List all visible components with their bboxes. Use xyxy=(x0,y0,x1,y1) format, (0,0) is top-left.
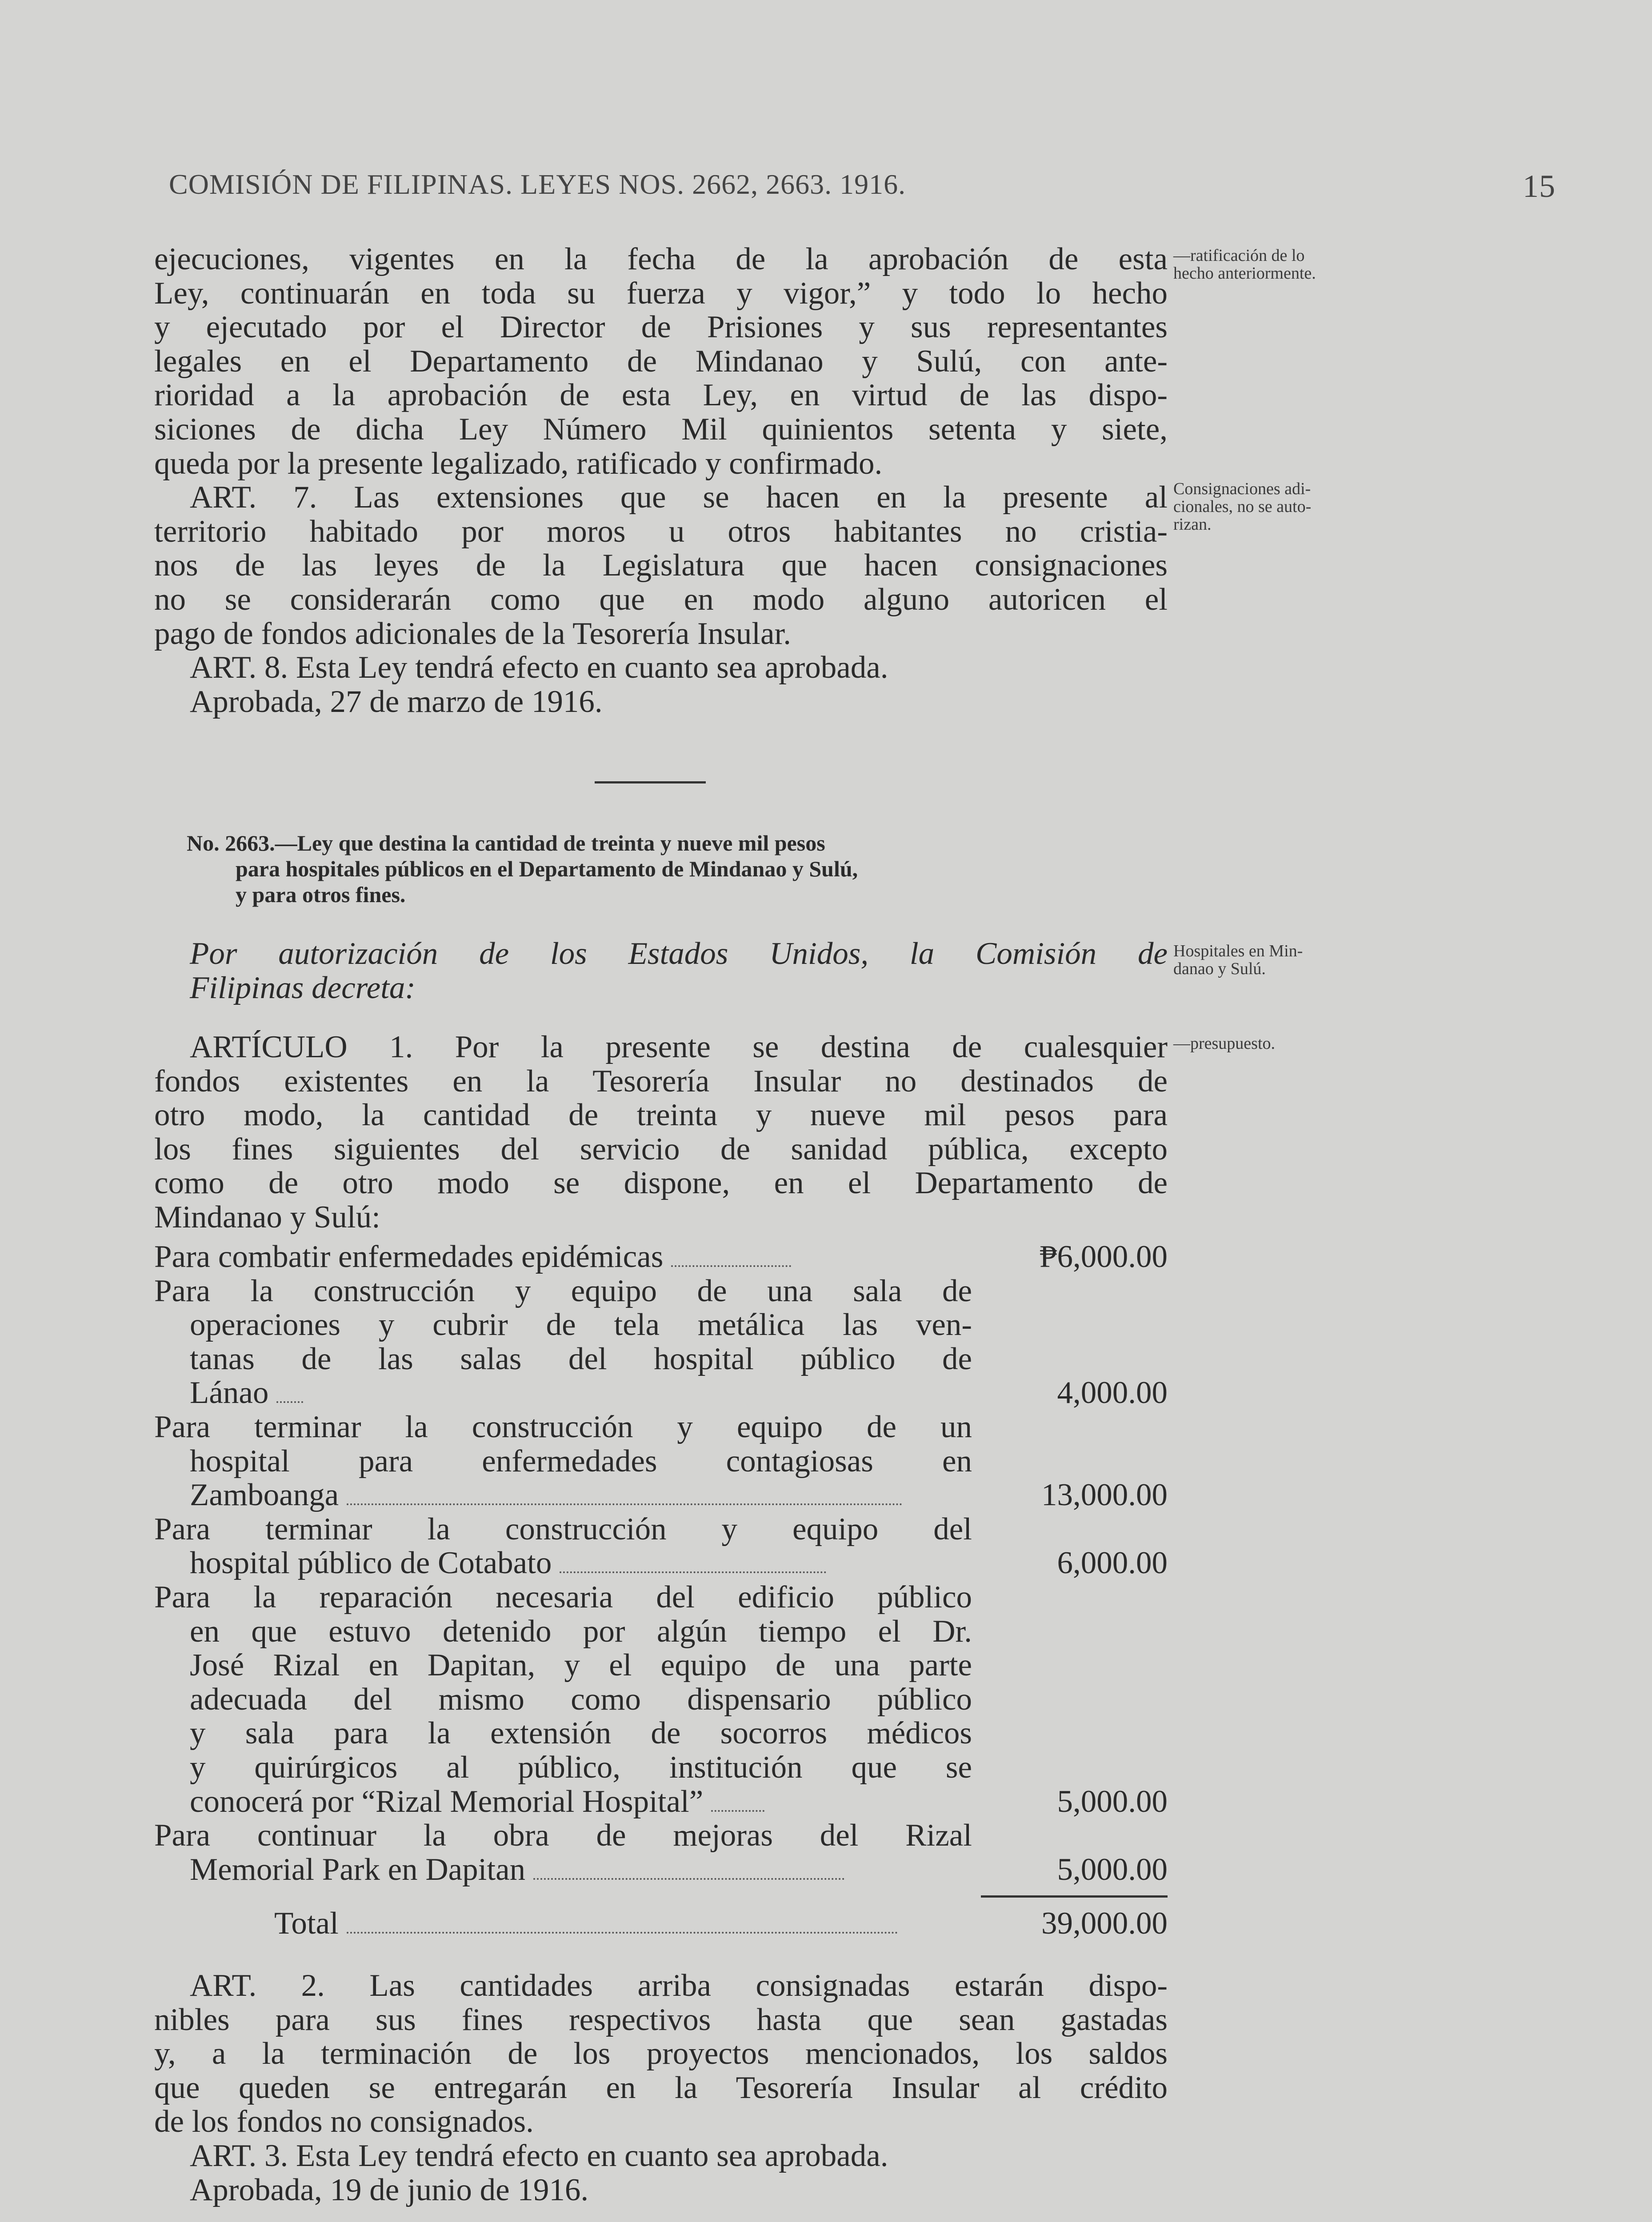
body-line: los fines siguientes del servicio de sanidad pública, excepto xyxy=(154,1131,1168,1167)
title-line: y para otros fines. xyxy=(236,882,406,907)
article-label: ART. 3. xyxy=(190,2138,288,2173)
appropriations-list xyxy=(154,1240,1168,1941)
appropriation-item xyxy=(154,1274,1168,1410)
item-line: adecuada del mismo como dispensario público xyxy=(190,1682,972,1717)
article-8-line xyxy=(154,651,1168,685)
ley-2662-text xyxy=(154,242,1168,719)
article-text: Esta Ley tendrá efecto en cuanto sea aprobada. xyxy=(296,650,888,685)
body-line: rioridad a la aprobación de esta Ley, en virtud de las dispo- xyxy=(154,378,1168,413)
item-amount: 13,000.00 xyxy=(1041,1478,1168,1513)
approval-date: Aprobada, 27 de marzo de 1916. xyxy=(190,684,603,719)
sidenote-line: —ratificación de lo xyxy=(1173,246,1305,265)
body-line: ejecuciones, vigentes en la fecha de la aprobación de esta xyxy=(154,242,1168,276)
appropriation-item xyxy=(154,1818,1168,1886)
appropriation-item xyxy=(154,1240,1168,1274)
body-line: Ley, continuarán en toda su fuerza y vigor,” y todo lo hecho xyxy=(154,276,1168,311)
body-line: nos de las leyes de la Legislatura que hacen consignaciones xyxy=(154,548,1168,583)
article-3-line xyxy=(154,2139,1168,2173)
enacting-line: Por autorización de los Estados Unidos, la Comisión de xyxy=(190,936,1168,971)
leader-dots xyxy=(560,1570,826,1573)
item-amount: 4,000.00 xyxy=(1057,1375,1168,1411)
article-text: Esta Ley tendrá efecto en cuanto sea aprobada. xyxy=(296,2138,888,2173)
body-line: Mindanao y Sulú: xyxy=(154,1199,380,1235)
page-number: 15 xyxy=(1523,168,1556,204)
article-text: Las cantidades arriba consignadas estarán dispo- xyxy=(369,1968,1168,2003)
item-line: y quirúrgicos al público, institución que se xyxy=(190,1750,972,1785)
sidenote-line: rizan. xyxy=(1173,515,1212,534)
ley-2663-title xyxy=(187,830,1164,907)
item-line: Para continuar la obra de mejoras del Rizal xyxy=(154,1818,972,1853)
body-line: como de otro modo se dispone, en el Departamento de xyxy=(154,1166,1168,1201)
item-text: Zamboanga xyxy=(190,1478,339,1513)
approval-date: Aprobada, 19 de junio de 1916. xyxy=(190,2172,589,2207)
item-line: hospital para enfermedades contagiosas en xyxy=(190,1443,972,1479)
article-7-line xyxy=(154,480,1168,515)
sidenote-ratificacion xyxy=(1173,247,1422,282)
item-amount: 5,000.00 xyxy=(1057,1784,1168,1819)
leader-dots xyxy=(671,1263,791,1267)
article-label: ARTÍCULO 1. xyxy=(190,1030,413,1064)
item-line xyxy=(154,1785,1168,1819)
leader-dots xyxy=(347,1502,902,1505)
item-line: Para terminar la construcción y equipo de un xyxy=(154,1409,972,1444)
item-line xyxy=(154,1240,1168,1274)
item-line xyxy=(154,1546,1168,1580)
total-rule-row xyxy=(154,1886,1168,1906)
item-line: tanas de las salas del hospital público de xyxy=(190,1341,972,1376)
article-text: Las extensiones que se hacen en la presente al xyxy=(354,480,1168,515)
sidenote-hospitales xyxy=(1173,942,1422,978)
leader-dots xyxy=(533,1876,844,1880)
sidenote-presupuesto xyxy=(1173,1035,1422,1052)
total-label: Total xyxy=(274,1906,339,1941)
item-line xyxy=(154,1376,1168,1410)
appropriation-item xyxy=(154,1410,1168,1512)
article-label: ART. 7. xyxy=(190,480,317,515)
sidenote-line: —presupuesto. xyxy=(1173,1034,1276,1053)
title-line: para hospitales públicos en el Departamento de Mindanao y Sulú, xyxy=(236,856,858,881)
leader-dots xyxy=(711,1808,764,1812)
body-line: legales en el Departamento de Mindanao y Sulú, con ante- xyxy=(154,344,1168,379)
enacting-clause xyxy=(154,937,1168,1005)
item-text: Lánao xyxy=(190,1375,269,1411)
body-line: nibles para sus fines respectivos hasta que sean gastadas xyxy=(154,2002,1168,2037)
body-line: y ejecutado por el Director de Prisiones y sus representantes xyxy=(154,310,1168,345)
running-header xyxy=(169,168,1556,204)
article-text: Por la presente se destina de cualesquier xyxy=(455,1030,1168,1064)
article-2-line xyxy=(154,1969,1168,2003)
article-1-line xyxy=(154,1030,1168,1064)
item-line xyxy=(154,1478,1168,1512)
body-line: pago de fondos adicionales de la Tesorería Insular. xyxy=(154,616,791,651)
article-label: ART. 2. xyxy=(190,1968,325,2003)
body-line: otro modo, la cantidad de treinta y nueve mil pesos para xyxy=(154,1098,1168,1133)
item-amount: 5,000.00 xyxy=(1057,1852,1168,1887)
sidenote-line: Consignaciones adi- xyxy=(1173,480,1311,498)
body-line: que queden se entregarán en la Tesorería Insular al crédito xyxy=(154,2070,1168,2105)
item-line: y sala para la extensión de socorros médicos xyxy=(190,1716,972,1751)
item-amount: 6,000.00 xyxy=(1057,1546,1168,1581)
body-line: siciones de dicha Ley Número Mil quinientos setenta y siete, xyxy=(154,412,1168,447)
total-rule xyxy=(981,1895,1168,1898)
item-line: Para la reparación necesaria del edificio público xyxy=(154,1579,972,1615)
item-text: conocerá por “Rizal Memorial Hospital” xyxy=(190,1784,704,1819)
appropriation-item xyxy=(154,1580,1168,1818)
body-line: territorio habitado por moros u otros habitantes no cristia- xyxy=(154,514,1168,549)
body-line: de los fondos no consignados. xyxy=(154,2104,534,2139)
body-line: queda por la presente legalizado, ratificado y confirmado. xyxy=(154,446,883,481)
item-text: hospital público de Cotabato xyxy=(190,1546,552,1581)
leader-dots xyxy=(347,1930,898,1934)
article-label: ART. 8. xyxy=(190,650,288,685)
enacting-line: Filipinas decreta: xyxy=(190,970,416,1005)
body-line: y, a la terminación de los proyectos mencionados, los saldos xyxy=(154,2036,1168,2071)
appropriation-item xyxy=(154,1512,1168,1580)
item-line xyxy=(154,1853,1168,1887)
item-amount: ₱6,000.00 xyxy=(1040,1239,1168,1274)
body-line: no se considerarán como que en modo alguno autoricen el xyxy=(154,582,1168,617)
articles-2-3 xyxy=(154,1969,1168,2207)
sidenote-line: cionales, no se auto- xyxy=(1173,497,1312,516)
item-line: operaciones y cubrir de tela metálica las ven- xyxy=(190,1307,972,1343)
title-line: No. 2663.—Ley que destina la cantidad de treinta y nueve mil pesos xyxy=(187,831,825,855)
item-text: Para combatir enfermedades epidémicas xyxy=(154,1239,664,1274)
sidenote-line: danao y Sulú. xyxy=(1173,959,1266,978)
leader-dots xyxy=(276,1399,303,1403)
sidenote-consignaciones xyxy=(1173,480,1422,533)
sidenote-line: hecho anteriormente. xyxy=(1173,264,1316,283)
total-amount: 39,000.00 xyxy=(1041,1906,1168,1941)
header-title: COMISIÓN DE FILIPINAS. LEYES NOS. 2662, 2663. 1916. xyxy=(169,168,906,200)
body-line: fondos existentes en la Tesorería Insular no destinados de xyxy=(154,1063,1168,1099)
section-divider xyxy=(595,781,706,783)
item-line: Para terminar la construcción y equipo del xyxy=(154,1511,972,1547)
article-1 xyxy=(154,1030,1168,1235)
total-row xyxy=(154,1906,1168,1941)
item-line: José Rizal en Dapitan, y el equipo de una parte xyxy=(190,1648,972,1683)
item-text: Memorial Park en Dapitan xyxy=(190,1852,526,1887)
sidenote-line: Hospitales en Min- xyxy=(1173,942,1303,960)
item-line: Para la construcción y equipo de una sala de xyxy=(154,1273,972,1308)
total-line xyxy=(154,1906,1168,1941)
item-line: en que estuvo detenido por algún tiempo el Dr. xyxy=(190,1614,972,1649)
